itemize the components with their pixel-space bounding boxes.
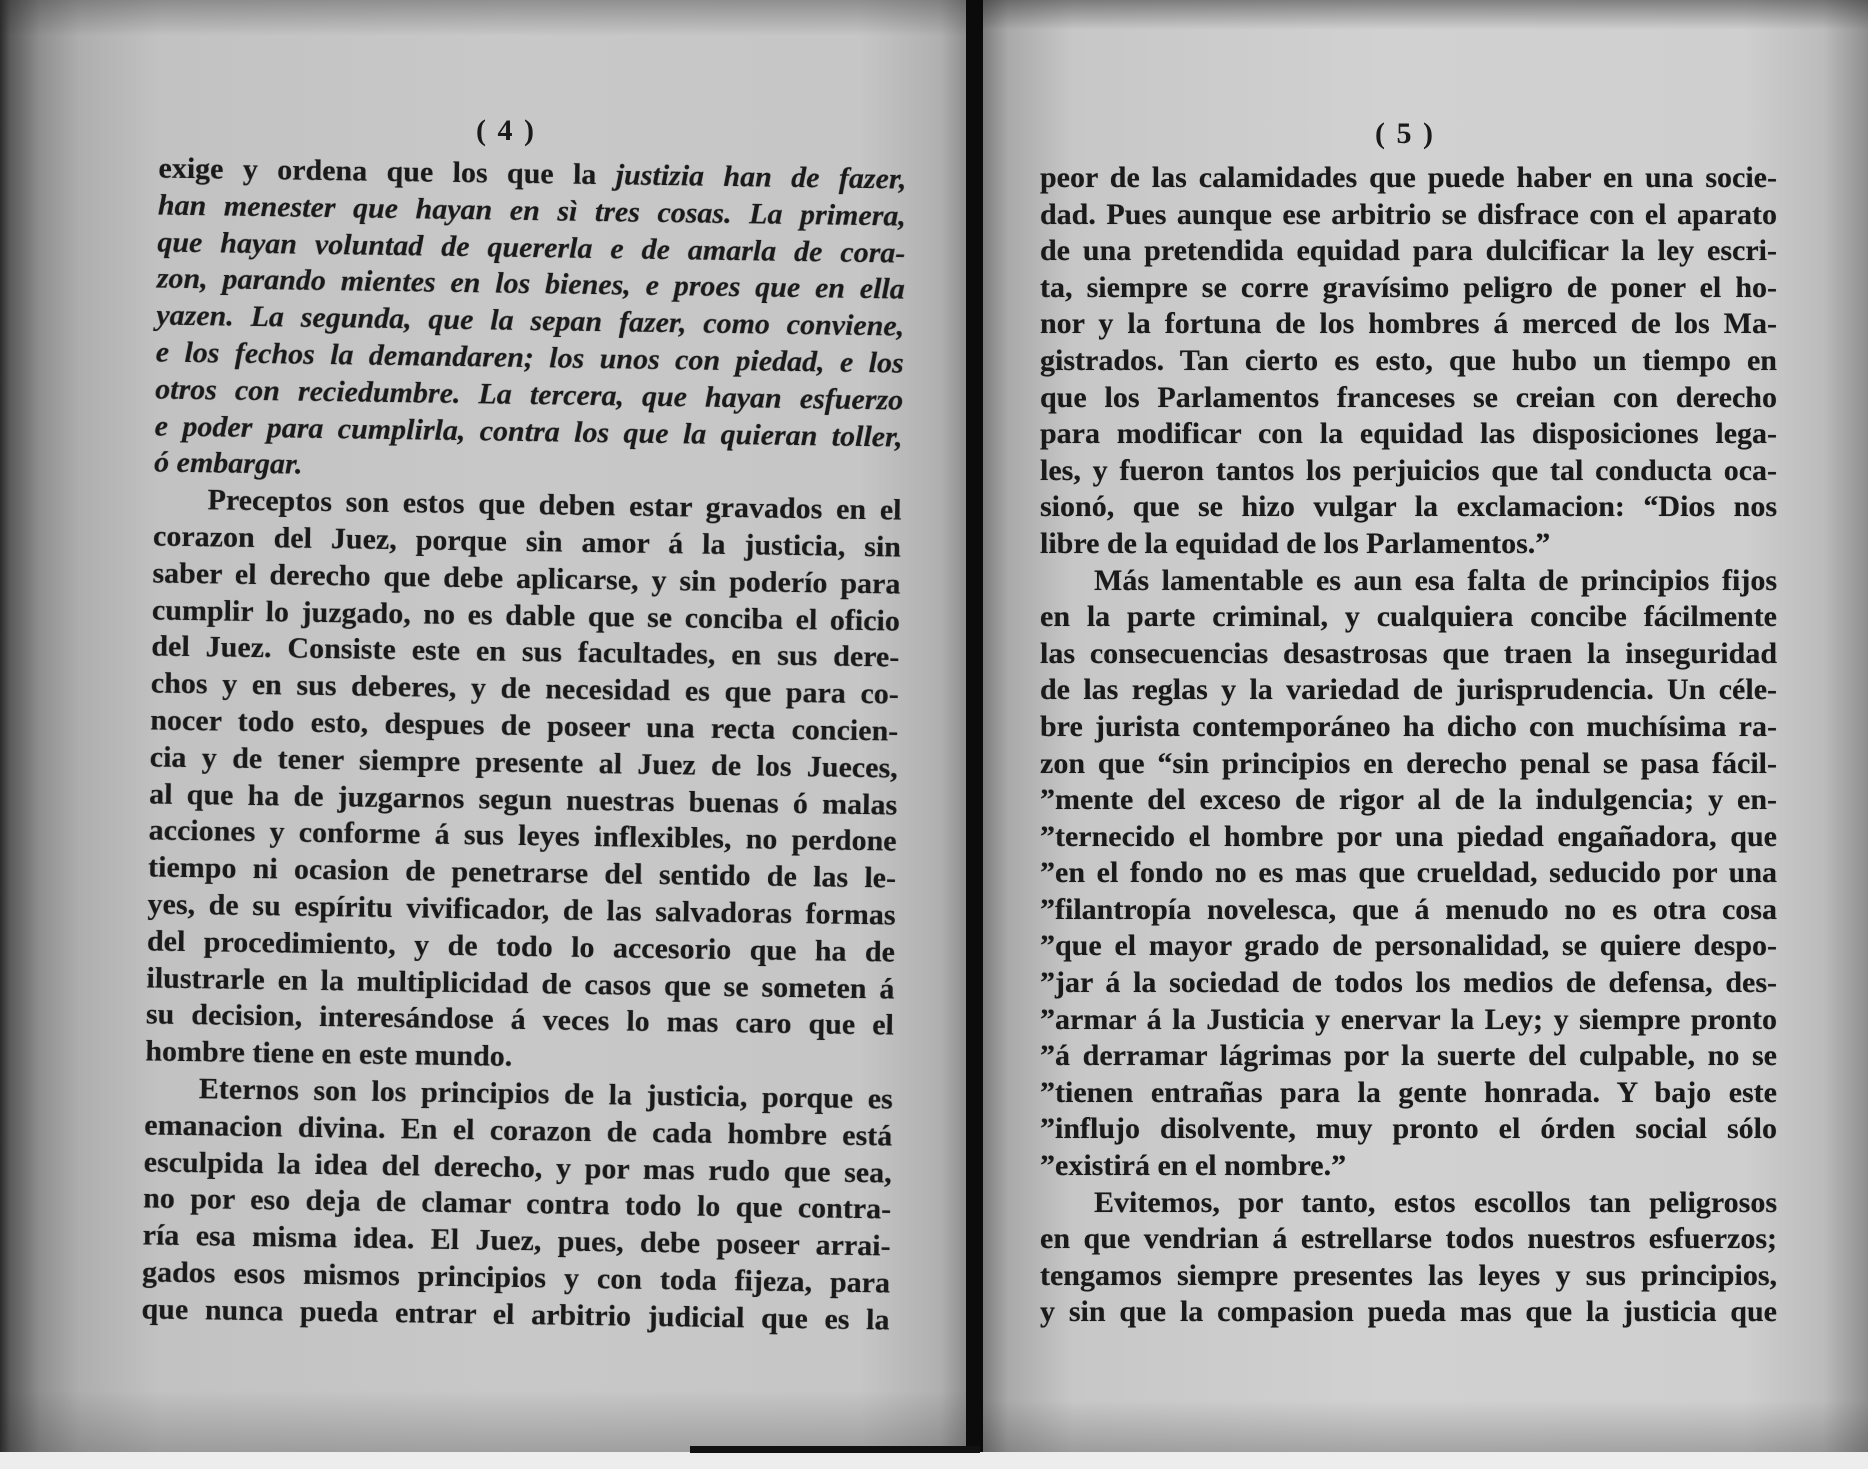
text-line: e los fechos la demandaren; los unos con piedad, e los — [155, 335, 904, 380]
text-line: Más lamentable es aun esa falta de principios fijos — [1094, 563, 1777, 597]
text-line: y sin que la compasion pueda mas que la justicia que — [1040, 1295, 1777, 1329]
text-line: ilustrarle en la multiplicidad de casos que se someten á — [146, 960, 895, 1006]
text-line: hombre tiene en este mundo. — [145, 1034, 513, 1073]
text-line: chos y en sus deberes, y de necesidad es que para co- — [150, 666, 900, 711]
text-line: que hayan voluntad de quererla e de amarla de cora- — [157, 225, 906, 270]
text-line: esculpida la idea del derecho, y por mas rudo que sea, — [143, 1144, 892, 1190]
right-page-text — [1040, 160, 1777, 1331]
text-line: tengamos siempre presentes las leyes y sus principios, — [1040, 1258, 1777, 1292]
text-line: para modificar con la equidad las disposiciones lega- — [1040, 417, 1777, 451]
text-line: zon, parando mientes en los bienes, e proes que en ella — [156, 261, 906, 306]
text-line: les, y fueron tantos los perjuicios que tal conducta oca- — [1040, 453, 1777, 487]
text-line: ”existirá en el nombre.” — [1040, 1149, 1347, 1183]
text-line: gados esos mismos principios y con toda fijeza, para — [141, 1255, 891, 1300]
text-line: yazen. La segunda, que la sepan fazer, como conviene, — [156, 298, 905, 343]
text-line: Evitemos, por tanto, estos escollos tan peligrosos — [1094, 1185, 1777, 1219]
text-line: e poder para cumplirla, contra los que la quieran toller, — [154, 409, 903, 454]
text-line: del procedimiento, y de todo lo accesorio que ha de — [146, 924, 896, 969]
text-line: ”ternecido el hombre por una piedad engañadora, que — [1040, 819, 1777, 853]
text-line: emanacion divina. En el corazon de cada hombre está — [144, 1108, 893, 1153]
text-line: en la parte criminal, y cualquiera concibe fácilmente — [1040, 600, 1777, 634]
text-line: cumplir lo juzgado, no es dable que se conciba el oficio — [151, 593, 901, 638]
page-number: ( 4 ) — [476, 114, 536, 147]
book-gutter — [966, 0, 983, 1455]
text-line: nor y la fortuna de los hombres á merced de los Ma- — [1040, 307, 1777, 341]
text-line: ta, siempre se corre gravísimo peligro de poner el ho- — [1040, 270, 1777, 304]
text-line: zon que “sin principios en derecho penal se pasa fácil- — [1040, 746, 1777, 780]
left-page-text — [141, 151, 906, 1339]
text-line: ”mente del exceso de rigor al de la indulgencia; y en- — [1040, 783, 1777, 817]
scan-bottom-shadow — [690, 1446, 980, 1453]
text-line: dad. Pues aunque ese arbitrio se disfrace con el aparato — [1040, 197, 1777, 231]
text-line: Preceptos son estos que deben estar gravados en el — [207, 483, 902, 527]
text-line: bre jurista contemporáneo ha dicho con muchísima ra- — [1040, 709, 1777, 743]
text-line: sionó, que se hizo vulgar la exclamacion: “Dios nos — [1040, 490, 1777, 524]
text-line: nocer todo esto, despues de poseer una recta concien- — [150, 703, 899, 748]
text-line-roman: exige y ordena que los que la — [158, 151, 617, 192]
text-line: cia y de tener siempre presente al Juez de los Jueces, — [149, 740, 898, 785]
text-line: ”tienen entrañas para la gente honrada. Y bajo este — [1040, 1075, 1777, 1109]
text-line: del Juez. Consiste este en sus facultades, en sus dere- — [151, 629, 900, 674]
text-line: al que ha de juzgarnos segun nuestras buenas ó malas — [148, 776, 898, 822]
text-line-italic: justizia han de fazer, — [615, 158, 907, 196]
text-line: han menester que hayan en sì tres cosas. La primera, — [157, 188, 907, 233]
text-line: ó embargar. — [153, 445, 303, 482]
text-line: que nunca pueda entrar el arbitrio judicial que es la — [141, 1292, 890, 1337]
text-line: ”influjo disolvente, muy pronto el órden social sólo — [1040, 1112, 1777, 1146]
text-line: ”armar á la Justicia y enervar la Ley; y siempre pronto — [1040, 1002, 1777, 1036]
text-line: las consecuencias desastrosas que traen la inseguridad — [1040, 636, 1777, 670]
scan-bottom-edge — [0, 1452, 1868, 1469]
text-line: no por eso deja de clamar contra todo lo que contra- — [142, 1181, 892, 1226]
text-line: ”que el mayor grado de personalidad, se quiere despo- — [1040, 929, 1777, 963]
text-line: yes, de su espíritu vivificador, de las salvadoras formas — [147, 887, 896, 932]
text-line: peor de las calamidades que puede haber en una socie- — [1040, 161, 1777, 194]
text-line: corazon del Juez, porque sin amor á la justicia, sin — [152, 519, 902, 564]
text-line: gistrados. Tan cierto es esto, que hubo un tiempo en — [1040, 343, 1777, 377]
text-line: en que vendrian á estrellarse todos nuestros esfuerzos; — [1040, 1222, 1777, 1256]
text-line: saber el derecho que debe aplicarse, y sin poderío para — [152, 556, 901, 601]
text-line: otros con reciedumbre. La tercera, que hayan esfuerzo — [154, 372, 904, 417]
text-line: ”jar á la sociedad de todos los medios de defensa, des- — [1040, 966, 1777, 1000]
text-line: acciones y conforme á sus leyes inflexibles, no perdone — [148, 813, 897, 858]
text-line: su decision, interesándose á veces lo mas caro que el — [145, 997, 895, 1042]
page-number: ( 5 ) — [1375, 117, 1435, 150]
text-line: libre de la equidad de los Parlamentos.” — [1040, 526, 1551, 560]
right-page — [983, 0, 1868, 1452]
text-line: ”á derramar lágrimas por la suerte del culpable, no se — [1040, 1039, 1777, 1073]
text-line: tiempo ni ocasion de penetrarse del sentido de las le- — [147, 850, 897, 895]
text-line: ”en el fondo no es mas que crueldad, seducido por una — [1040, 856, 1777, 890]
text-line: ”filantropía novelesca, que á menudo no es otra cosa — [1040, 892, 1777, 926]
text-line: Eternos son los principios de la justicia, porque es — [198, 1072, 894, 1116]
text-line: que los Parlamentos franceses se creian con derecho — [1040, 380, 1777, 414]
text-line: de las reglas y la variedad de jurisprudencia. Un céle- — [1040, 673, 1777, 707]
text-line: de una pretendida equidad para dulcificar la ley escri- — [1040, 234, 1777, 268]
text-line: ría esa misma idea. El Juez, pues, debe poseer arrai- — [142, 1218, 891, 1263]
